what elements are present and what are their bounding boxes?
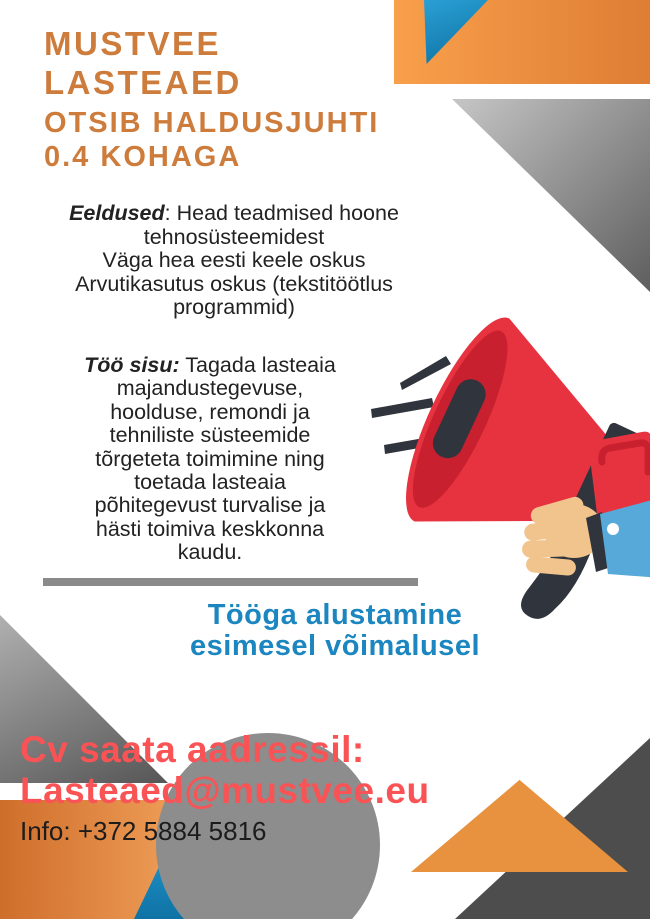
job-description-line: hoolduse, remondi ja (110, 399, 310, 424)
job-description-line: majandustegevuse, (116, 376, 304, 401)
requirements-line: tehnosüsteemidest (143, 224, 325, 249)
start-date-note (98, 600, 572, 662)
headline-title-line1: MUSTVEE (44, 25, 222, 62)
headline-title-line2: LASTEAED (44, 64, 242, 101)
gray-triangle-top-right (452, 99, 650, 292)
job-description-line: põhitegevust turvalise ja (94, 493, 326, 518)
job-description-section (26, 354, 394, 565)
requirements-line: Arvutikasutus oskus (tekstitöötlus (75, 271, 393, 296)
requirements-label: Eeldused (69, 201, 165, 225)
job-description-line: toetada lasteaia (134, 470, 286, 495)
cv-contact-email: Lasteaed@mustvee.eu (20, 770, 430, 811)
job-description-line: kaudu. (177, 540, 243, 565)
requirements-line: Väga hea eesti keele oskus (102, 248, 366, 273)
start-date-line1: Tööga alustamine (207, 599, 463, 631)
phone-info: Info: +372 5884 5816 (20, 816, 267, 846)
job-description-label: Töö sisu: (84, 353, 180, 377)
requirements-line: programmid) (173, 295, 295, 320)
cv-contact-line1: Cv saata aadressil: (20, 729, 365, 770)
megaphone-icon (350, 286, 650, 626)
poster-headline (44, 24, 379, 174)
cv-contact (20, 729, 430, 811)
requirements-section (8, 202, 460, 320)
job-description-line: Töö sisu: Tagada lasteaia (84, 353, 336, 377)
job-description-line: tõrgeteta toimimine ning (95, 446, 325, 471)
job-description-line: tehniliste süsteemide (109, 423, 311, 448)
start-date-line2: esimesel võimalusel (190, 630, 480, 662)
requirements-line: Eeldused: Head teadmised hoone (69, 201, 399, 225)
headline-subtitle-line2: 0.4 KOHAGA (44, 141, 242, 173)
headline-subtitle-line1: OTSIB HALDUSJUHTI (44, 107, 380, 139)
job-description-line: hästi toimiva keskkonna (95, 516, 325, 541)
